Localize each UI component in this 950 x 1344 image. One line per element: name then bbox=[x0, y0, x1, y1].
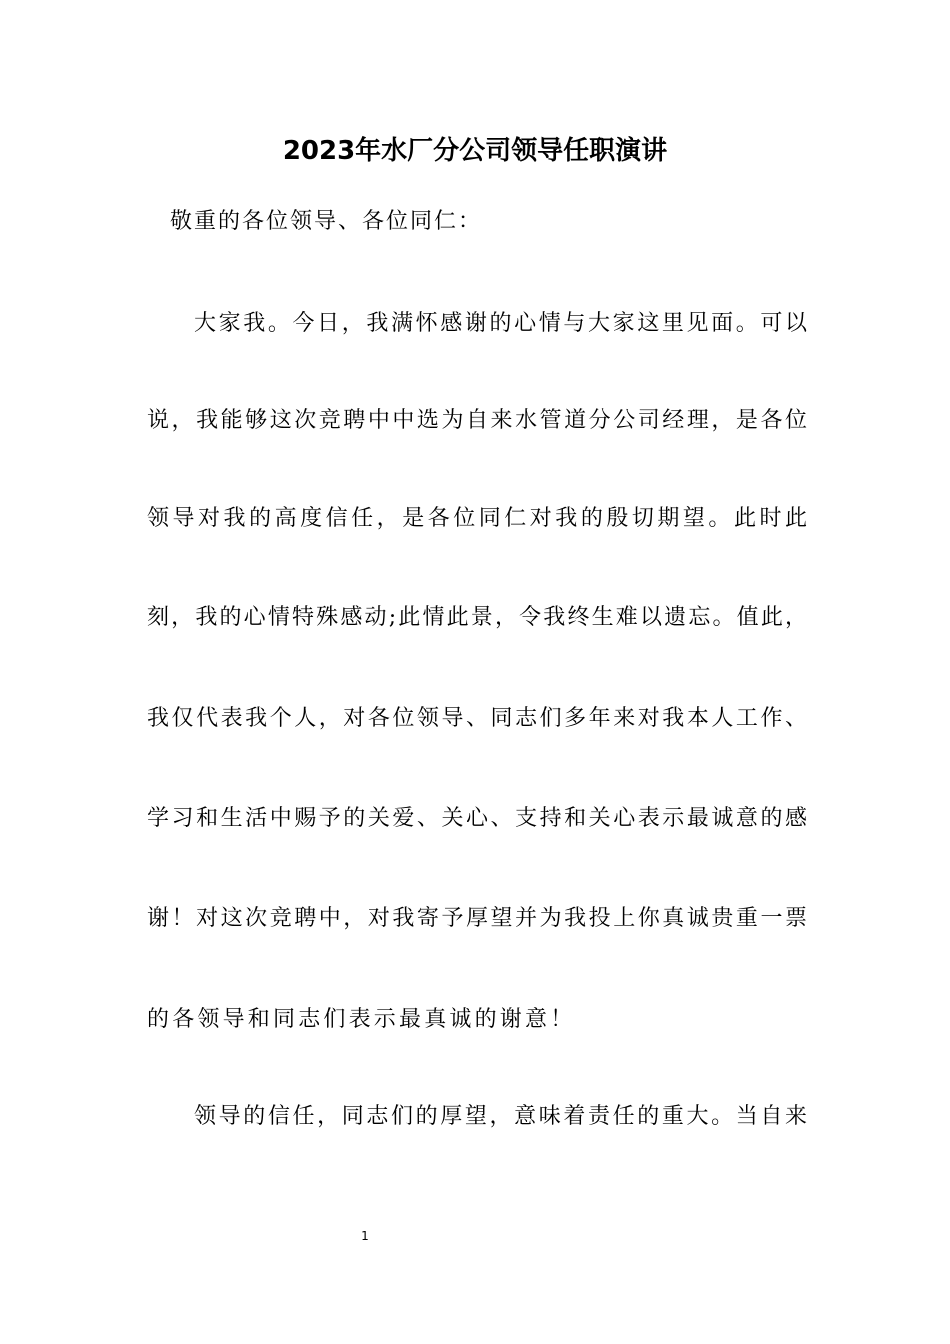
paragraph-line: 刻，我的心情特殊感动;此情此景，令我终生难以遗忘。值此， bbox=[147, 605, 807, 630]
paragraph-line: 学习和生活中赐予的关爱、关心、支持和关心表示最诚意的感 bbox=[147, 806, 807, 831]
salutation: 敬重的各位领导、各位同仁： bbox=[170, 209, 483, 234]
paragraph-line: 大家我。今日，我满怀感谢的心情与大家这里见面。可以 bbox=[194, 311, 807, 336]
paragraph-line: 领导对我的高度信任，是各位同仁对我的殷切期望。此时此 bbox=[147, 506, 807, 531]
paragraph-line: 我仅代表我个人，对各位领导、同志们多年来对我本人工作、 bbox=[147, 706, 807, 731]
paragraph-line: 的各领导和同志们表示最真诚的谢意！ bbox=[147, 1007, 576, 1032]
paragraph-line: 说，我能够这次竞聘中中选为自来水管道分公司经理，是各位 bbox=[147, 408, 807, 433]
page-number: 1 bbox=[361, 1229, 369, 1243]
document-title: 2023年水厂分公司领导任职演讲 bbox=[282, 136, 668, 166]
paragraph-line: 谢！对这次竞聘中，对我寄予厚望并为我投上你真诚贵重一票 bbox=[147, 906, 807, 931]
paragraph-line: 领导的信任，同志们的厚望，意味着责任的重大。当自来 bbox=[194, 1104, 807, 1129]
